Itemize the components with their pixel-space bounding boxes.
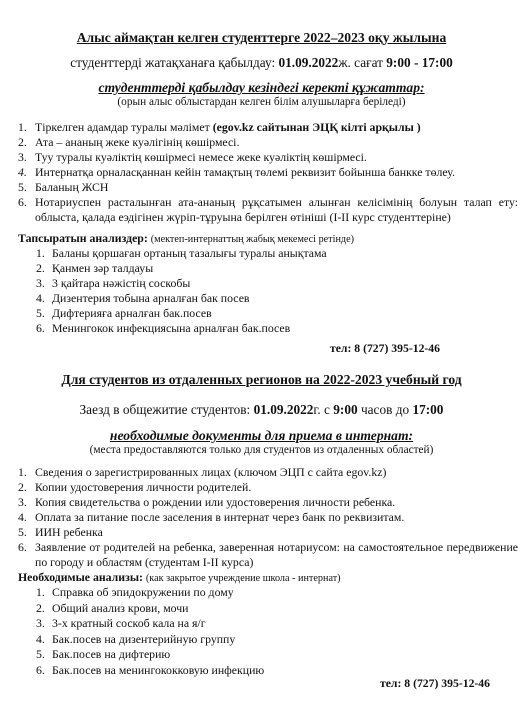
list-item: 5. ИИН ребенка [18, 525, 103, 539]
list-item: 5. Баланың ЖСН [18, 180, 109, 194]
list-item: 6. Менингокок инфекциясына арналған бак.посев [36, 321, 291, 335]
list-item: 6. Заявление от родителей на ребенка, заверенная нотариусом: на самостоятельное передвижение по городу и областям (студентам I-II курса) [18, 540, 518, 569]
list-item: 5. Бак.посев на дифтерию [36, 647, 171, 661]
kz-tests-list [36, 246, 516, 336]
list-item: 5. Дифтерияға арналған бак.посев [36, 306, 212, 320]
list-item: 4. Дизентерия тобына арналған бак посев [36, 291, 250, 305]
list-item: 1. Тіркелген адамдар туралы мәлімет (egov.kz сайтынан ЭЦҚ кілті арқылы ) [18, 120, 421, 134]
ru-tests-heading: Необходимые анализы: (как закрытое учреждение школа - интернат) [18, 570, 341, 584]
list-item: 1. Справка об эпидокружении по дому [36, 585, 234, 599]
list-item: 3. Туу туралы куәліктің көшірмесі немесе жеке куәліктің көшірмесі. [18, 150, 367, 164]
kz-phone: тел: 8 (727) 395-12-46 [330, 342, 440, 355]
list-item: 1. Баланы қоршаған ортаның тазалығы туралы анықтама [36, 246, 327, 260]
kz-docs-list [18, 120, 518, 225]
kz-docs-note: (орын алыс облыстардан келген білім алушыларға беріледі) [117, 96, 406, 108]
kz-arrival-date: 01.09.2022 [278, 55, 339, 70]
list-item: 4. Оплата за питание после заселения в интернат через банк по реквизитам. [18, 510, 405, 524]
list-item: 2. Копии удостоверения личности родителей. [18, 480, 252, 494]
kz-title: Алыс аймақтан келген студенттерге 2022–2023 оқу жылына [76, 30, 447, 45]
kz-arrival-mid: ж. сағат [338, 55, 387, 70]
list-item: 3. 3-х кратный соскоб кала на я/г [36, 616, 206, 630]
list-item: 2. Общий анализ крови, мочи [36, 600, 189, 615]
kz-tests-heading: Тапсыратын анализдер: (мектеп-интернаттың жабық мекемесі ретінде) [18, 231, 355, 245]
ru-docs-note: (места предоставляются только для студентов из отдаленных областей) [89, 444, 434, 456]
kz-arrival-prefix: студенттерді жатақханаға қабылдау: [70, 55, 279, 70]
list-item: 6. Нотариуспен расталынған ата-ананың рұқсатымен алынған келісімінің болуын талап ету: облыста, қалада еэдігінен жүріп-тұруына берілген өтініші (I-II курс студенттеріне) [18, 195, 518, 224]
ru-phone: тел: 8 (727) 395-12-46 [380, 677, 490, 690]
list-item: 1. Сведения о зарегистрированных лицах (ключом ЭЦП с сайта egov.kz) [18, 465, 387, 479]
list-item: 2. Қанмен зәр талдауы [36, 261, 154, 275]
kz-arrival-time: 9:00 - 17:00 [386, 55, 453, 70]
list-item: 3. Копия свидетельства о рождении или удостоверения личности ребенка. [18, 495, 396, 509]
list-item: 3. 3 қайтара нәжістің соскобы [36, 276, 191, 290]
list-item: 6. Бак.посев на менингококковую инфекцию [36, 662, 265, 677]
ru-arrival-line: Заезд в общежитие студентов: 01.09.2022г. с 9:00 часов до 17:00 [79, 402, 444, 417]
kz-arrival-line [0, 55, 523, 71]
ru-title: Для студентов из отдаленных регионов на 2022-2023 учебный год [61, 372, 462, 387]
list-item: 2. Ата – ананың жеке куәлігінің көшірмесі. [18, 135, 240, 149]
kz-docs-heading: студенттерді қабылдау кезіндегі керекті құжаттар: [98, 80, 425, 95]
ru-docs-heading: необходимые документы для приема в интернат: [109, 428, 414, 443]
list-item: 4. Бак.посев на дизентерийную группу [36, 631, 236, 646]
ru-docs-list [18, 465, 518, 570]
list-item: 4. Интернатқа орналасқаннан кейін тамақтың төлемі реквизит бойынша банкке төлеу. [18, 165, 455, 179]
ru-tests-list [36, 585, 516, 678]
